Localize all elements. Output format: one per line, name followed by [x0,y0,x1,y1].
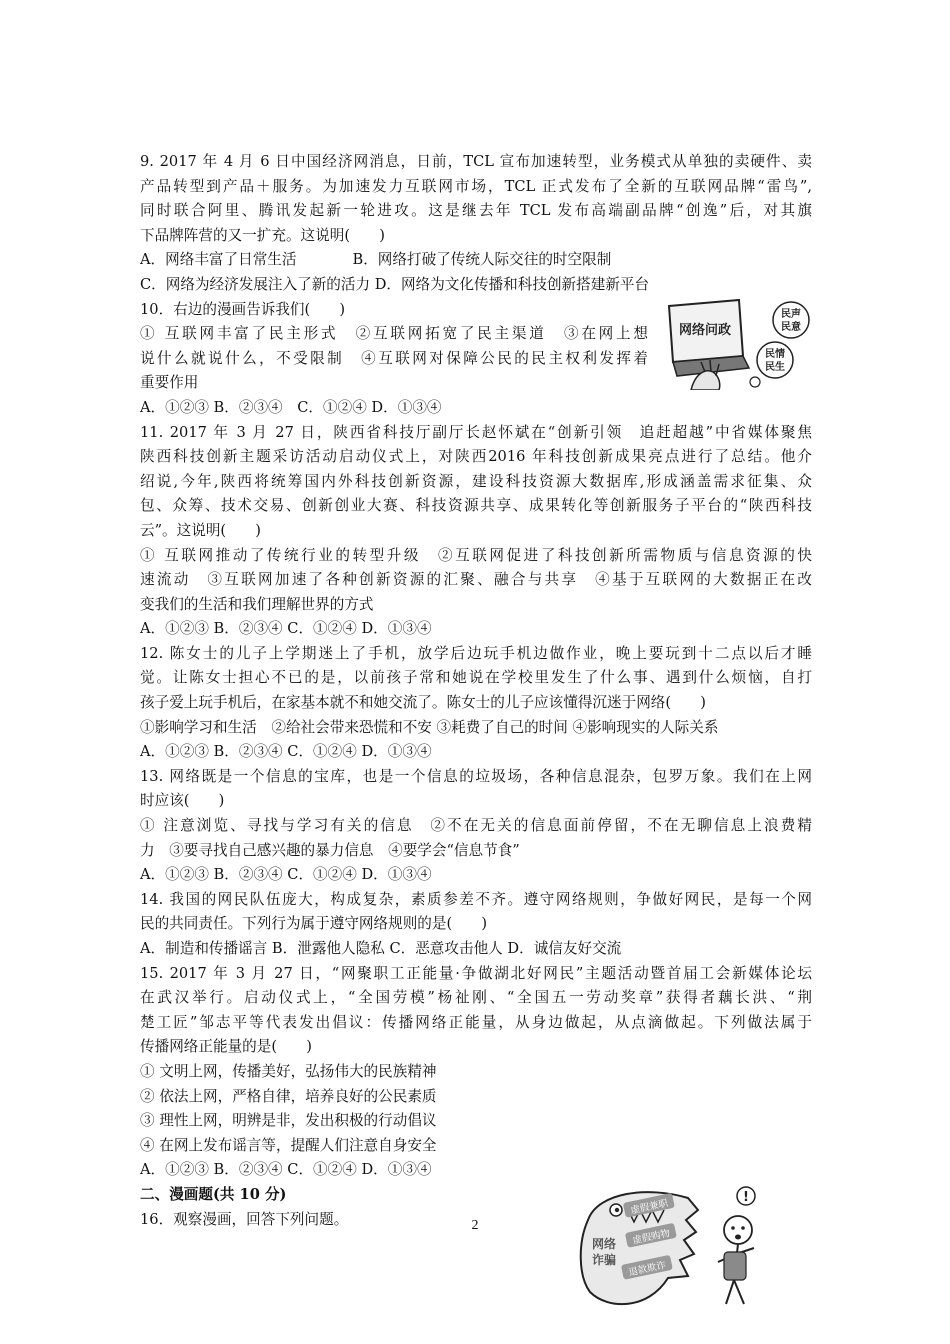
question-15 [140,962,812,1183]
q15-item-2: ② 依法上网，严格自律，培养良好的公民素质 [140,1087,437,1105]
q10-cartoon [661,298,811,390]
question-13 [140,765,812,888]
q9-option-b: B．网络打破了传统人际交往的时空限制 [352,251,612,269]
q11-line-6: ① 互联网推动了传统行业的转型升级 ②互联网促进了科技创新所需物质与信息资源的快 [140,546,812,564]
q10-line-3: 重要作用 [140,374,199,392]
q13-line-2: 时应该( ) [140,792,225,810]
q14-options: A．制造和传播谣言 B．泄露他人隐私 C．恶意攻击他人 D．诚信友好交流 [140,940,622,957]
bubble-1-text-bottom: 民意 [781,322,801,333]
q12-line-1: 12. 陈女士的儿子上学期迷上了手机，放学后边玩手机边做作业，晚上要玩到十二点以后才睡 [140,644,812,662]
board-sign-text: 网络问政 [678,323,732,338]
q9-option-a: A．网络丰富了日常生活 [140,251,297,269]
q11-line-2: 陕西科技创新主题采访活动启动仪式上，对陕西2016 年科技创新成果亮点进行了总结。他介 [140,448,812,466]
q10-line-1: ① 互联网丰富了民主形式 ②互联网拓宽了民主渠道 ③在网上想 [140,325,648,343]
q12-options: A．①②③ B．②③④ C．①②④ D．①③④ [140,743,432,761]
q13-options: A．①②③ B．②③④ C．①②④ D．①③④ [140,866,432,884]
q15-item-1: ① 文明上网，传播美好，弘扬伟大的民族精神 [140,1062,437,1080]
q14-line-2: 民的共同责任。下列行为属于遵守网络规则的是( ) [140,915,488,933]
q10-options: A．①②③ B．②③④ C．①②④ D．①③④ [140,398,442,416]
q11-line-5: 云”。这说明( ) [140,521,262,539]
question-12 [140,642,812,765]
q13-line-1: 13. 网络既是一个信息的宝库，也是一个信息的垃圾场，各种信息混杂，包罗万象。我们在上网 [140,767,812,785]
q9-line-1: 9. 2017 年 4 月 6 日中国经济网消息，日前，TCL 宣布加速转型，业务模式从单独的卖硬件、卖 [140,153,812,170]
q11-line-1: 11. 2017 年 3 月 27 日，陕西省科技厅副厅长赵怀斌在“创新引领 追赶超越”中省媒体聚焦 [140,423,812,441]
q9-options-cd: C．网络为经济发展注入了新的活力 D．网络为文化传播和科技创新搭建新平台 [140,275,650,293]
tag-1-text: 虚假兼职 [629,1197,670,1217]
q9-options-ab [140,248,812,273]
q9-line-2: 产品转型到产品＋服务。为加速发力互联网市场，TCL 正式发布了全新的互联网品牌“雷鸟”, [140,177,812,195]
bubble-2-text-bottom: 民生 [765,362,785,373]
q9-line-3: 同时联合阿里、腾讯发起新一轮进攻。这是继去年 TCL 发布高端副品牌“创逸”后，对其旗 [140,202,812,220]
bubble-2-text-top: 民情 [765,349,785,360]
q10-line-2: 说什么就说什么，不受限制 ④互联网对保障公民的民主权利发挥着 [140,349,648,367]
person-mouth [735,1235,741,1240]
small-person-head [750,377,760,387]
q13-line-3: ① 注意浏览、寻找与学习有关的信息 ②不在无关的信息面前停留，不在无聊信息上浪费精 [140,817,812,835]
q11-options: A．①②③ B．②③④ C．①②④ D．①③④ [140,620,432,638]
q10-cartoon-drawing [661,298,811,390]
q12-line-2: 觉。让陈女士担心不已的是，以前孩子常和她说在学校里发生了什么事、遇到什么烦恼，自打 [140,669,812,687]
monster-label-top: 网络 [591,1237,617,1251]
q11-line-8: 变我们的生活和我们理解世界的方式 [140,595,374,613]
q12-line-3: 孩子爱上玩手机后，在家基本就不和她交流了。陈女士的儿子应该懂得沉迷于网络( ) [140,694,706,712]
q15-line-4: 传播网络正能量的是( ) [140,1038,312,1056]
q16-stem: 16．观察漫画，回答下列问题。 [140,1210,349,1228]
q15-item-4: ④ 在网上发布谣言等，提醒人们注意自身安全 [140,1136,437,1154]
tag-2-text: 虚假购物 [631,1227,672,1247]
q9-line-4: 下品牌阵营的又一扩充。这说明( ) [140,226,385,244]
section-2-title: 二、漫画题(共 10 分) [140,1185,287,1203]
exclaim-icon: ! [743,1190,749,1205]
q16-cartoon-drawing [568,1180,768,1330]
q12-line-4: ①影响学习和生活 ②给社会带来恐慌和不安 ③耗费了自己的时间 ④影响现实的人际关系 [140,718,719,736]
q15-options: A．①②③ B．②③④ C．①②④ D．①③④ [140,1161,432,1179]
q11-line-7: 速流动 ③互联网加速了各种创新资源的汇聚、融合与共享 ④基于互联网的大数据正在改 [140,571,812,589]
q14-line-1: 14. 我国的网民队伍庞大，构成复杂，素质参差不齐。遵守网络规则，争做好网民，是每一个网 [140,890,812,908]
question-9 [140,150,812,298]
question-11 [140,421,812,642]
q13-line-4: 力 ③要寻找自己感兴趣的暴力信息 ④要学会“信息节食” [140,841,520,859]
q15-line-2: 在武汉举行。启动仪式上，“全国劳模”杨祉刚、“全国五一劳动奖章”获得者藕长洪、“荆 [140,989,812,1007]
monster-pupil [615,1208,619,1212]
q10-stem: 10．右边的漫画告诉我们( ) [140,300,346,318]
q15-item-3: ③ 理性上网，明辨是非，发出积极的行动倡议 [140,1112,437,1130]
monster-label-bottom: 诈骗 [591,1253,617,1267]
page-number: 2 [471,1218,479,1233]
person-shirt [724,1252,746,1280]
q15-line-1: 15. 2017 年 3 月 27 日，“网聚职工正能量·争做湖北好网民”主题活动暨首届工会新媒体论坛 [140,964,812,982]
q16-cartoon [568,1180,768,1330]
question-14 [140,888,812,962]
tag-3-text: 退款欺诈 [627,1259,668,1279]
bubble-1-text-top: 民声 [781,309,801,320]
q11-line-4: 包、众筹、技术交易、创新创业大赛、科技资源共享、成果转化等创新服务子平台的“陕西科技 [140,497,812,515]
q11-line-3: 绍说,今年,陕西将统筹国内外科技创新资源，建设科技资源大数据库,形成涵盖需求征集、众 [140,472,812,490]
q15-line-3: 楚工匠”邹志平等代表发出倡议：传播网络正能量，从身边做起，从点滴做起。下列做法属于 [140,1013,812,1031]
